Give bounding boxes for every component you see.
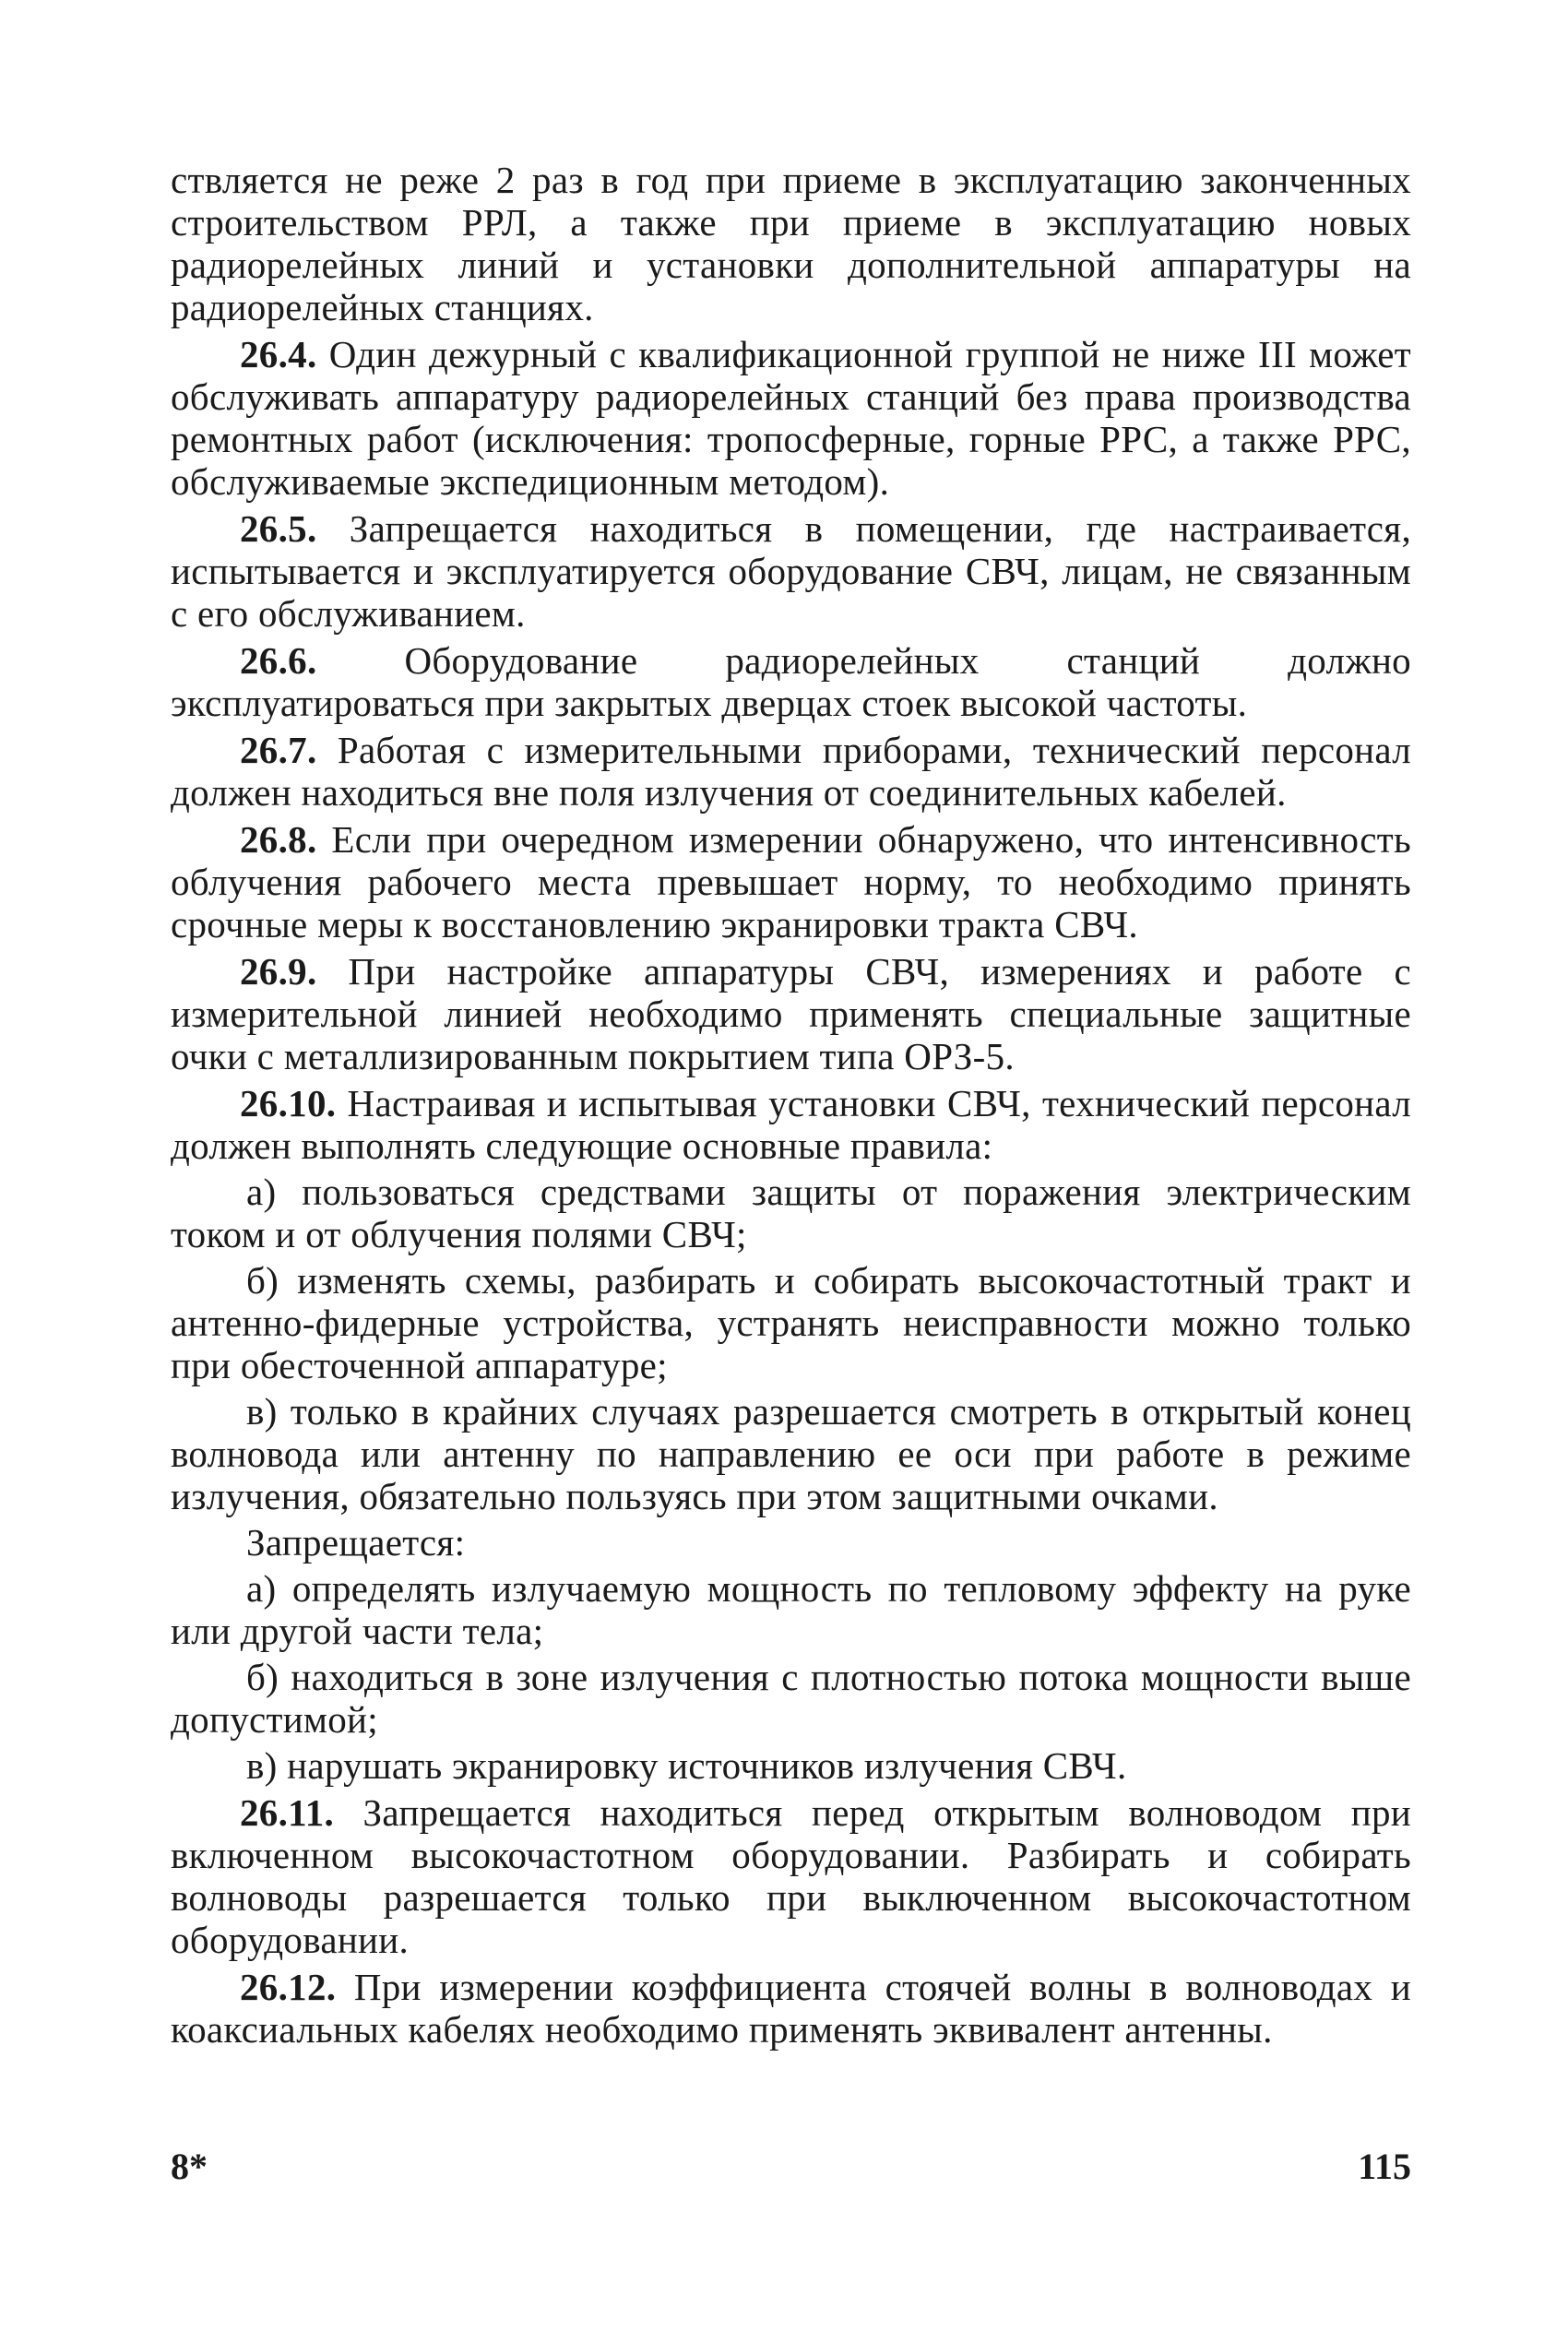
paragraph-26-4 <box>171 333 1411 503</box>
paragraph-text: При измерении коэффициента стоячей волны в волноводах и коаксиальных кабелях необходимо применять эквивалент антенны. <box>171 1966 1411 2051</box>
paragraph-26-9 <box>171 950 1411 1077</box>
paragraph-text: Настраивая и испытывая установки СВЧ, технический персонал должен выполнять следующие основные правила: <box>171 1082 1411 1167</box>
clause-number: 26.11. <box>240 1791 335 1834</box>
paragraph-text: Оборудование радиорелейных станций должно эксплуатироваться при закрытых дверцах стоек высокой частоты. <box>171 639 1411 724</box>
paragraph-26-8 <box>171 818 1411 945</box>
paragraph-text: Один дежурный с квалификационной группой не ниже III может обслуживать аппаратуру радиорелейных станций без права производства ремонтных работ (исключения: тропосферные, горные РРС, а также РРС, обслуживаемые экспедиционным методом). <box>171 333 1411 503</box>
paragraph-text: Запрещается находиться перед открытым волноводом при включенном высокочастотном оборудовании. Разбирать и собирать волноводы разрешается только при выключенном высокочастотном оборудовании. <box>171 1791 1411 1961</box>
clause-number: 26.8. <box>240 818 317 861</box>
page-number: 115 <box>1358 2146 1411 2187</box>
paragraph-26-12 <box>171 1966 1411 2051</box>
paragraph-text: Если при очередном измерении обнаружено, что интенсивность облучения рабочего места превышает норму, то необходимо принять срочные меры к восстановлению экранировки тракта СВЧ. <box>171 818 1411 945</box>
clause-number: 26.10. <box>240 1082 337 1124</box>
paragraph-26-6 <box>171 639 1411 724</box>
forbidden-heading: Запрещается: <box>246 1521 466 1564</box>
paragraph-text: ствляется не реже 2 раз в год при приеме в эксплуатацию законченных строительством РРЛ, а также при приеме в эксплуатацию новых радиорелейных линий и установки дополнительной аппаратуры на радиорелейных станциях. <box>171 159 1411 328</box>
rule-item-c: в) только в крайних случаях разрешается смотреть в открытый конец волновода или антенну по направлению ее оси при работе в режиме излучения, обязательно пользуясь при этом защитными очками. <box>171 1390 1411 1517</box>
paragraph-text: При настройке аппаратуры СВЧ, измерениях и работе с измерительной линией необходимо применять специальные защитные очки с металлизированным покрытием типа ОРЗ-5. <box>171 950 1411 1077</box>
clause-number: 26.12. <box>240 1966 337 2008</box>
signature-mark: 8* <box>171 2146 208 2187</box>
clause-number: 26.9. <box>240 950 317 993</box>
body-text <box>171 159 1411 2051</box>
rule-item-b: б) изменять схемы, разбирать и собирать высокочастотный тракт и антенно-фидерные устройства, устранять неисправности можно только при обесточенной аппаратуре; <box>171 1259 1411 1386</box>
clause-number: 26.5. <box>240 507 317 550</box>
paragraph-26-5 <box>171 507 1411 635</box>
paragraph-continuation <box>171 159 1411 328</box>
clause-number: 26.7. <box>240 729 317 771</box>
forbidden-item-b: б) находиться в зоне излучения с плотностью потока мощности выше допустимой; <box>171 1656 1411 1741</box>
forbidden-item-c: в) нарушать экранировку источников излучения СВЧ. <box>246 1744 1127 1787</box>
paragraph-text: Работая с измерительными приборами, технический персонал должен находиться вне поля излучения от соединительных кабелей. <box>171 729 1411 814</box>
forbidden-item-a: а) определять излучаемую мощность по тепловому эффекту на руке или другой части тела; <box>171 1567 1411 1652</box>
paragraph-26-11 <box>171 1791 1411 1961</box>
clause-number: 26.4. <box>240 333 317 375</box>
paragraph-text: Запрещается находиться в помещении, где настраивается, испытывается и эксплуатируется оборудование СВЧ, лицам, не связанным с его обслуживанием. <box>171 507 1411 635</box>
clause-number: 26.6. <box>240 639 317 682</box>
paragraph-26-7 <box>171 729 1411 814</box>
rule-item-a: а) пользоваться средствами защиты от поражения электрическим током и от облучения полями СВЧ; <box>171 1171 1411 1255</box>
paragraph-26-10 <box>171 1082 1411 1167</box>
